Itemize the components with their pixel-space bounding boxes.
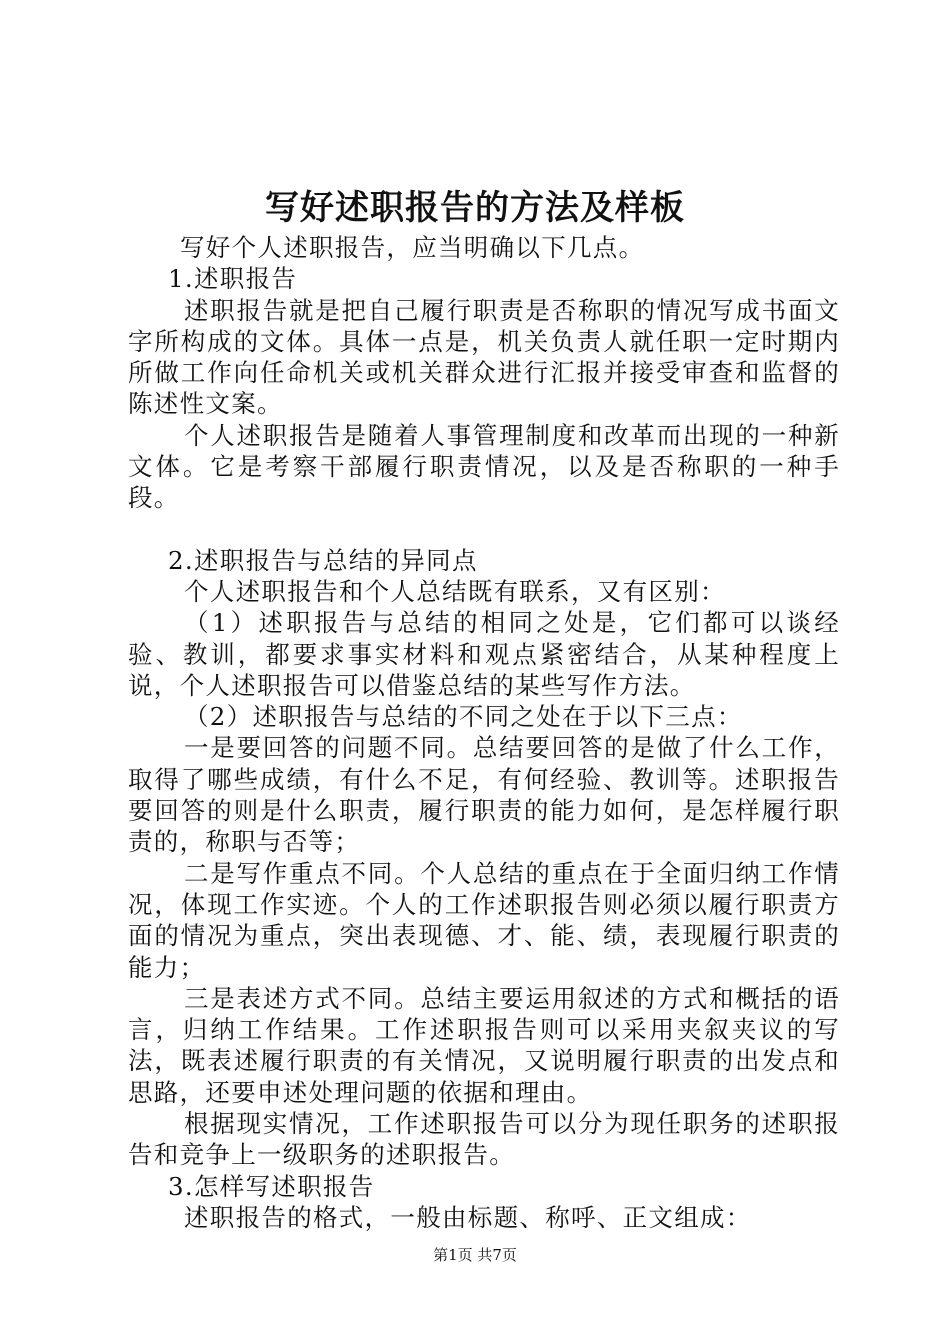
section-heading-2: 2.述职报告与总结的异同点 — [168, 545, 478, 575]
page-number: 第1页 共7页 — [433, 1246, 517, 1264]
section-heading-1: 1.述职报告 — [168, 264, 298, 294]
paragraph: 一是要回答的问题不同。总结要回答的是做了什么工作，取得了哪些成绩，有什么不足，有何经验、教训等。述职报告要回答的则是什么职责，履行职责的能力如何，是怎样履行职责的，称职与否等； — [128, 733, 840, 857]
paragraph: （1）述职报告与总结的相同之处是，它们都可以谈经验、教训，都要求事实材料和观点紧密结合，从某种程度上说，个人述职报告可以借鉴总结的某些写作方法。 — [128, 608, 840, 700]
paragraph: 根据现实情况，工作述职报告可以分为现任职务的述职报告和竞争上一级职务的述职报告。 — [128, 1109, 840, 1170]
paragraph-intro: 写好个人述职报告，应当明确以下几点。 — [180, 233, 645, 262]
blank-line — [128, 514, 840, 545]
paragraph: 个人述职报告是随着人事管理制度和改革而出现的一种新文体。它是考察干部履行职责情况，以及是否称职的一种手段。 — [128, 420, 840, 513]
paragraph: 二是写作重点不同。个人总结的重点在于全面归纳工作情况，体现工作实迹。个人的工作述职报告则必须以履行职责方面的情况为重点，突出表现德、才、能、绩，表现履行职责的能力； — [128, 858, 840, 982]
paragraph: 述职报告就是把自己履行职责是否称职的情况写成书面文字所构成的文体。具体一点是，机关负责人就任职一定时期内所做工作向任命机关或机关群众进行汇报并接受审查和监督的陈述性文案。 — [128, 295, 840, 419]
paragraph: （2）述职报告与总结的不同之处在于以下三点： — [184, 702, 743, 732]
section-heading-3: 3.怎样写述职报告 — [168, 1171, 375, 1201]
paragraph: 述职报告的格式，一般由标题、称呼、正文组成： — [184, 1202, 752, 1232]
document-title: 写好述职报告的方法及样板 — [265, 188, 685, 228]
document-body — [128, 232, 840, 1233]
paragraph: 个人述职报告和个人总结既有联系，又有区别： — [184, 576, 726, 606]
paragraph: 三是表述方式不同。总结主要运用叙述的方式和概括的语言，归纳工作结果。工作述职报告则可以采用夹叙夹议的写法，既表述履行职责的有关情况，又说明履行职责的出发点和思路，还要申述处理问题的依据和理由。 — [128, 983, 840, 1107]
